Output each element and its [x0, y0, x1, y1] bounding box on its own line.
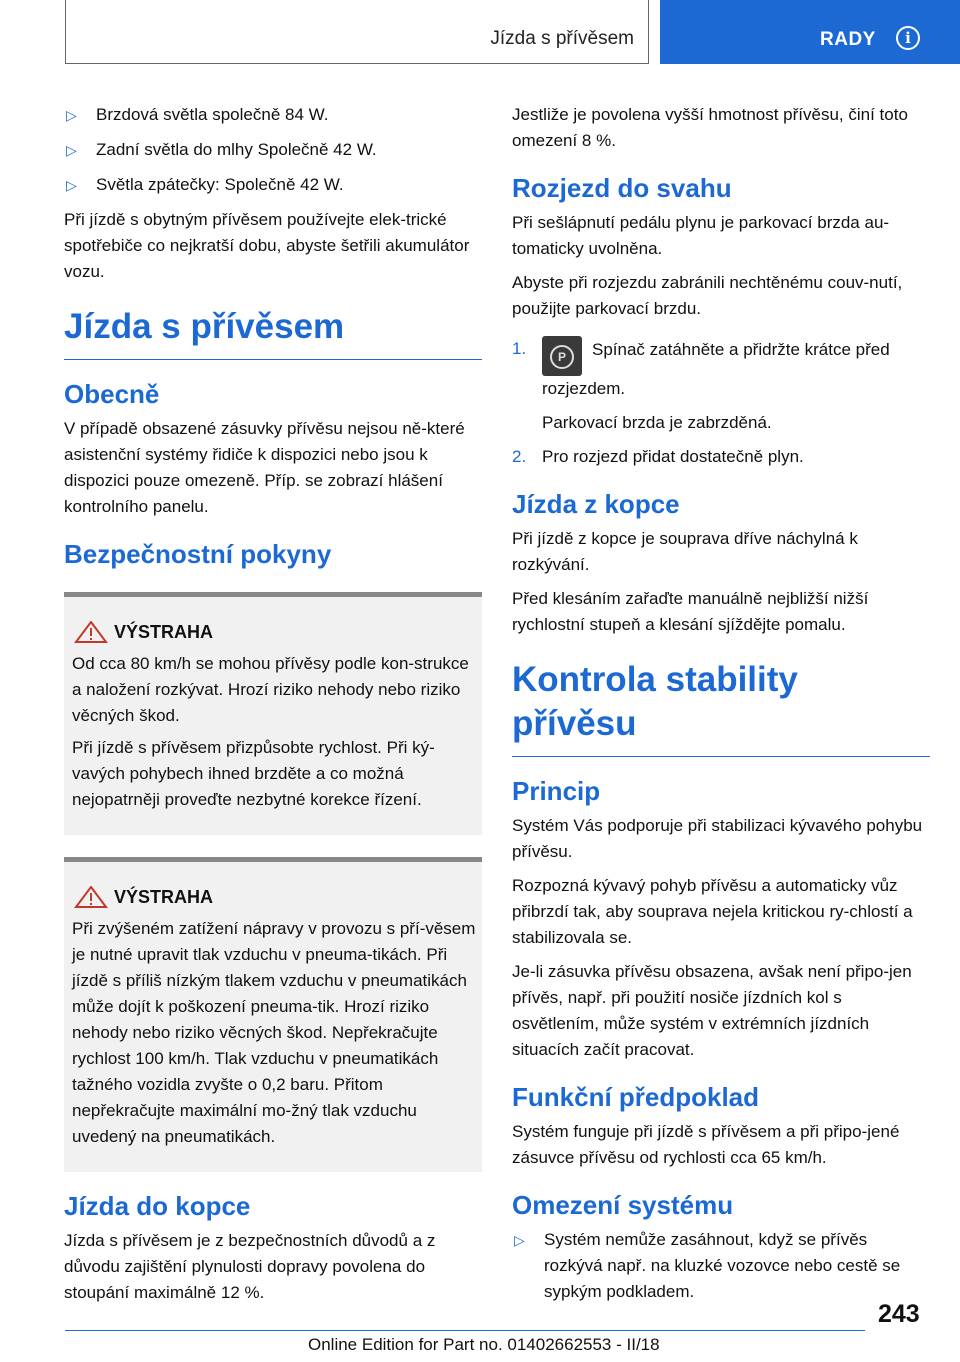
- paragraph: Jestliže je povolena vyšší hmotnost přívěsu, činí toto omezení 8 %.: [512, 105, 908, 150]
- bullet-triangle-icon: ▷: [514, 1232, 525, 1248]
- subsection-title: Jízda z kopce: [512, 489, 680, 519]
- bullet-triangle-icon: ▷: [66, 177, 77, 193]
- paragraph: Je-li zásuvka přívěsu obsazena, avšak není připo-jen přívěs, např. při použití nosiče jízdních kol s osvětlením, může systém v extrémních jízdních situacích začít pracovat.: [512, 962, 912, 1059]
- paragraph: Systém funguje při jízdě s přívěsem a při připo-jené zásuvce přívěsu od rychlosti cca 65 km/h.: [512, 1122, 900, 1167]
- header-title-box: [65, 0, 649, 64]
- header-badge-box[interactable]: [660, 0, 960, 64]
- warning-triangle-icon: [74, 621, 108, 643]
- list-item: ▷ Zadní světla do mlhy Společně 42 W.: [64, 137, 482, 163]
- paragraph: Rozpozná kývavý pohyb přívěsu a automaticky vůz přibrzdí tak, aby souprava nejela kritickou ry-chlostí a stabilizovala se.: [512, 876, 913, 947]
- paragraph: V případě obsazené zásuvky přívěsu nejsou ně-které asistenční systémy řidiče k dispozici nebo jsou k dispozici pouze omezeně. Příp. se zobrazí hlášení kontrolního panelu.: [64, 419, 465, 516]
- paragraph: Jízda s přívěsem je z bezpečnostních důvodů a z důvodu zajištění plynulosti dopravy povolena do stoupání maximálně 12 %.: [64, 1231, 436, 1302]
- paragraph: Při jízdě z kopce je souprava dříve náchylná k rozkývání.: [512, 529, 858, 574]
- list-item: ▷ Brzdová světla společně 84 W.: [64, 102, 482, 128]
- header-badge-label: RADY: [820, 29, 876, 50]
- list-item: ▷ Světla zpátečky: Společně 42 W.: [64, 172, 482, 198]
- list-item: ▷ Systém nemůže zasáhnout, když se přívěs rozkývá např. na kluzké vozovce nebo cestě se sypkým podkladem.: [512, 1227, 930, 1305]
- bullet-triangle-icon: ▷: [66, 107, 77, 123]
- paragraph: Při zvýšeném zatížení nápravy v provozu s pří-věsem je nutné upravit tlak vzduchu v pneuma-tikách. Při jízdě s příliš nízkým tlakem vzduchu v pneumatikách může dojít k poškození pneuma-tik. Hrozí riziko nehody nebo riziko věcných škod. Nepřekračujte rychlost 100 km/h. Tlak vzduchu v pneumatikách tažného vozidla zvyšte o 0,2 baru. Přitom nepřekračujte maximální mo-žný tlak vzduchu uvedený na pneumatikách.: [72, 919, 476, 1146]
- page-number: 243: [878, 1300, 920, 1328]
- step-number: 1.: [512, 339, 527, 358]
- subsection-title: Jízda do kopce: [64, 1191, 251, 1221]
- right-column: [512, 102, 930, 1314]
- paragraph: Při sešlápnutí pedálu plynu je parkovací brzda au-tomaticky uvolněna.: [512, 213, 890, 258]
- paragraph: Abyste při rozjezdu zabránili nechtěnému couv-nutí, použijte parkovací brzdu.: [512, 273, 903, 318]
- warning-label: VÝSTRAHA: [114, 621, 214, 642]
- footer-divider: [65, 1330, 865, 1331]
- subsection-title: Bezpečnostní pokyny: [64, 539, 332, 569]
- warning-box: [64, 592, 482, 835]
- warning-header: [72, 886, 482, 908]
- info-icon[interactable]: i: [896, 26, 920, 50]
- subsection-title: Princip: [512, 776, 601, 806]
- paragraph: Systém Vás podporuje při stabilizaci kývavého pohybu přívěsu.: [512, 816, 923, 861]
- step-number: 2.: [512, 447, 527, 466]
- parking-brake-icon: P: [542, 336, 582, 376]
- warning-box: [64, 857, 482, 1172]
- subsection-title: Funkční předpoklad: [512, 1082, 760, 1112]
- warning-header: [72, 621, 482, 643]
- paragraph: Od cca 80 km/h se mohou přívěsy podle kon-strukce a naložení rozkývat. Hrozí riziko nehody nebo riziko věcných škod.: [72, 654, 469, 725]
- numbered-step: 2. Pro rozjezd přidat dostatečně plyn.: [512, 444, 930, 470]
- step-result: Parkovací brzda je zabrzděná.: [542, 413, 772, 432]
- paragraph: Před klesáním zařaďte manuálně nejbližší nižší rychlostní stupeň a klesání sjíždějte pomalu.: [512, 589, 869, 634]
- left-column: [64, 102, 482, 1314]
- numbered-step: 1. P Spínač zatáhněte a přidržte krátce před rozjezdem. Parkovací brzda je zabrzděná.: [512, 336, 930, 436]
- paragraph: Při jízdě s přívěsem přizpůsobte rychlost. Při ký-vavých pohybech ihned brzděte a co možná nejopatrněji proveďte nezbytné korekce řízení.: [72, 738, 435, 809]
- section-title: Kontrola stability přívěsu: [512, 658, 930, 757]
- warning-label: VÝSTRAHA: [114, 886, 214, 907]
- bullet-triangle-icon: ▷: [66, 142, 77, 158]
- subsection-title: Rozjezd do svahu: [512, 173, 732, 203]
- page-header-title: Jízda s přívěsem: [490, 28, 634, 49]
- subsection-title: Omezení systému: [512, 1190, 734, 1220]
- section-title: Jízda s přívěsem: [64, 305, 482, 360]
- warning-triangle-icon: [74, 886, 108, 908]
- paragraph: Při jízdě s obytným přívěsem používejte elek-trické spotřebiče co nejkratší dobu, abyste šetřili akumulátor vozu.: [64, 210, 470, 281]
- subsection-title: Obecně: [64, 379, 160, 409]
- footer-text: Online Edition for Part no. 01402662553 - II/18: [308, 1335, 660, 1354]
